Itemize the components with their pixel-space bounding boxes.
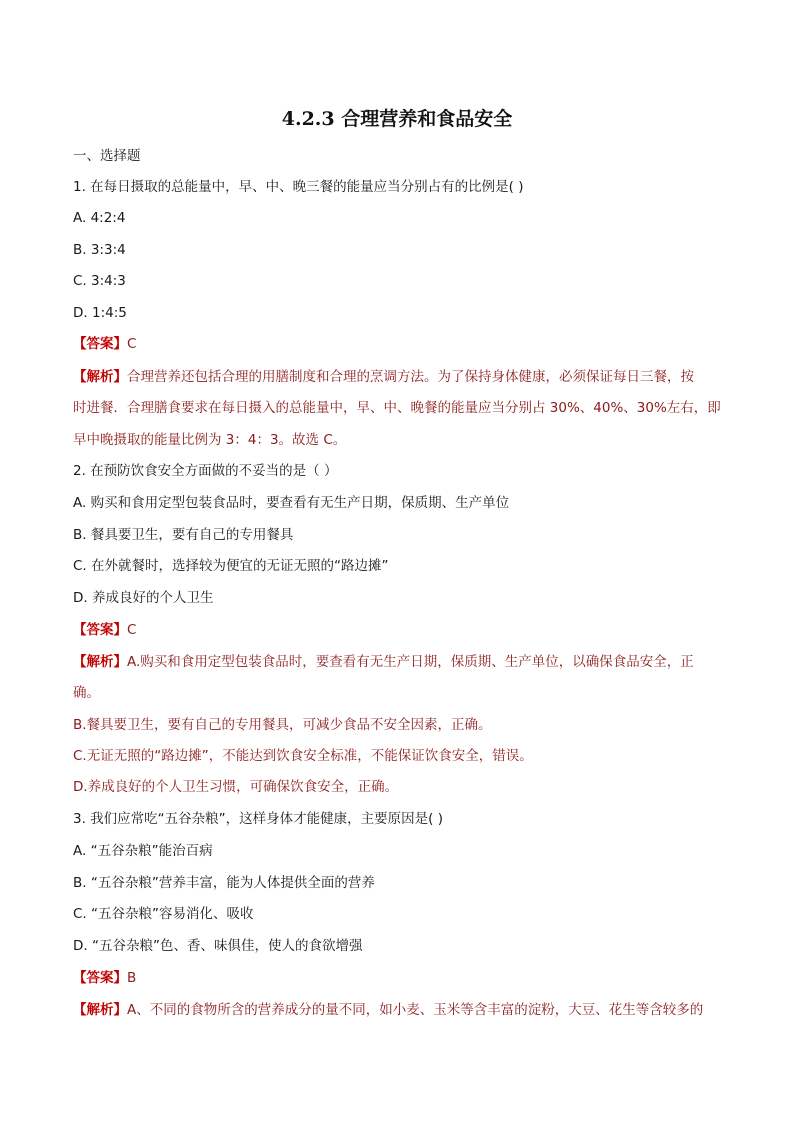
question-1-option-a: A. 4:2:4: [73, 210, 126, 226]
question-3-analysis-line: [73, 1000, 722, 1020]
question-3-option-c: C. “五谷杂粮”容易消化、吸收: [73, 906, 254, 922]
analysis-text: A.购买和食用定型包装食品时，要查看有无生产日期，保质期、生产单位，以确保食品安全，正: [127, 654, 694, 670]
analysis-tag: 【解析】: [73, 1002, 127, 1018]
question-2-analysis-line: [73, 652, 722, 672]
question-3-option-b: B. “五谷杂粮”营养丰富，能为人体提供全面的营养: [73, 875, 375, 891]
analysis-text: 合理营养还包括合理的用膳制度和合理的烹调方法。为了保持身体健康，必须保证每日三餐，按: [127, 369, 694, 385]
answer-value: C: [127, 622, 137, 638]
question-2-analysis-line: 确。: [73, 685, 100, 701]
answer-tag: 【答案】: [73, 336, 127, 352]
question-2-option-d: D. 养成良好的个人卫生: [73, 590, 214, 606]
analysis-tag: 【解析】: [73, 654, 127, 670]
question-2-answer: [73, 620, 722, 640]
question-3-option-a: A. “五谷杂粮”能治百病: [73, 843, 213, 859]
question-1-stem: 1. 在每日摄取的总能量中，早、中、晚三餐的能量应当分别占有的比例是( ): [73, 179, 524, 195]
question-3-option-d: D. “五谷杂粮”色、香、味俱佳，使人的食欲增强: [73, 938, 363, 954]
answer-tag: 【答案】: [73, 970, 127, 986]
question-1-analysis-line: 时进餐．合理膳食要求在每日摄入的总能量中，早、中、晚餐的能量应当分别占 30%、40%、30%左右，即: [73, 400, 721, 416]
question-1-analysis-line: 早中晚摄取的能量比例为 3：4：3。故选 C。: [73, 432, 347, 448]
question-1-answer: [73, 334, 722, 354]
question-1-option-c: C. 3:4:3: [73, 273, 126, 289]
section-heading: 一、选择题: [73, 148, 141, 164]
question-1-option-b: B. 3:3:4: [73, 242, 126, 258]
answer-tag: 【答案】: [73, 622, 127, 638]
question-3-answer: [73, 968, 722, 988]
page-title: 4.2.3 合理营养和食品安全: [281, 108, 513, 130]
question-1-option-d: D. 1:4:5: [73, 305, 127, 321]
question-2-stem: 2. 在预防饮食安全方面做的不妥当的是（ ）: [73, 463, 338, 479]
analysis-text: A、不同的食物所含的营养成分的量不同，如小麦、玉米等含丰富的淀粉，大豆、花生等含较多的: [127, 1002, 704, 1018]
answer-value: C: [127, 336, 137, 352]
question-2-analysis-line: C.无证无照的“路边摊”，不能达到饮食安全标准，不能保证饮食安全，错误。: [73, 748, 533, 764]
question-2-option-c: C. 在外就餐时，选择较为便宜的无证无照的“路边摊”: [73, 558, 389, 574]
question-2-option-b: B. 餐具要卫生，要有自己的专用餐具: [73, 527, 294, 543]
question-3-stem: 3. 我们应常吃“五谷杂粮”，这样身体才能健康，主要原因是( ): [73, 811, 443, 827]
question-2-analysis-line: B.餐具要卫生，要有自己的专用餐具，可减少食品不安全因素，正确。: [73, 717, 492, 733]
question-2-option-a: A. 购买和食用定型包装食品时，要查看有无生产日期，保质期、生产单位: [73, 495, 510, 511]
answer-value: B: [127, 970, 137, 986]
question-1-analysis-line: [73, 367, 722, 387]
analysis-tag: 【解析】: [73, 369, 127, 385]
question-2-analysis-line: D.养成良好的个人卫生习惯，可确保饮食安全，正确。: [73, 779, 399, 795]
